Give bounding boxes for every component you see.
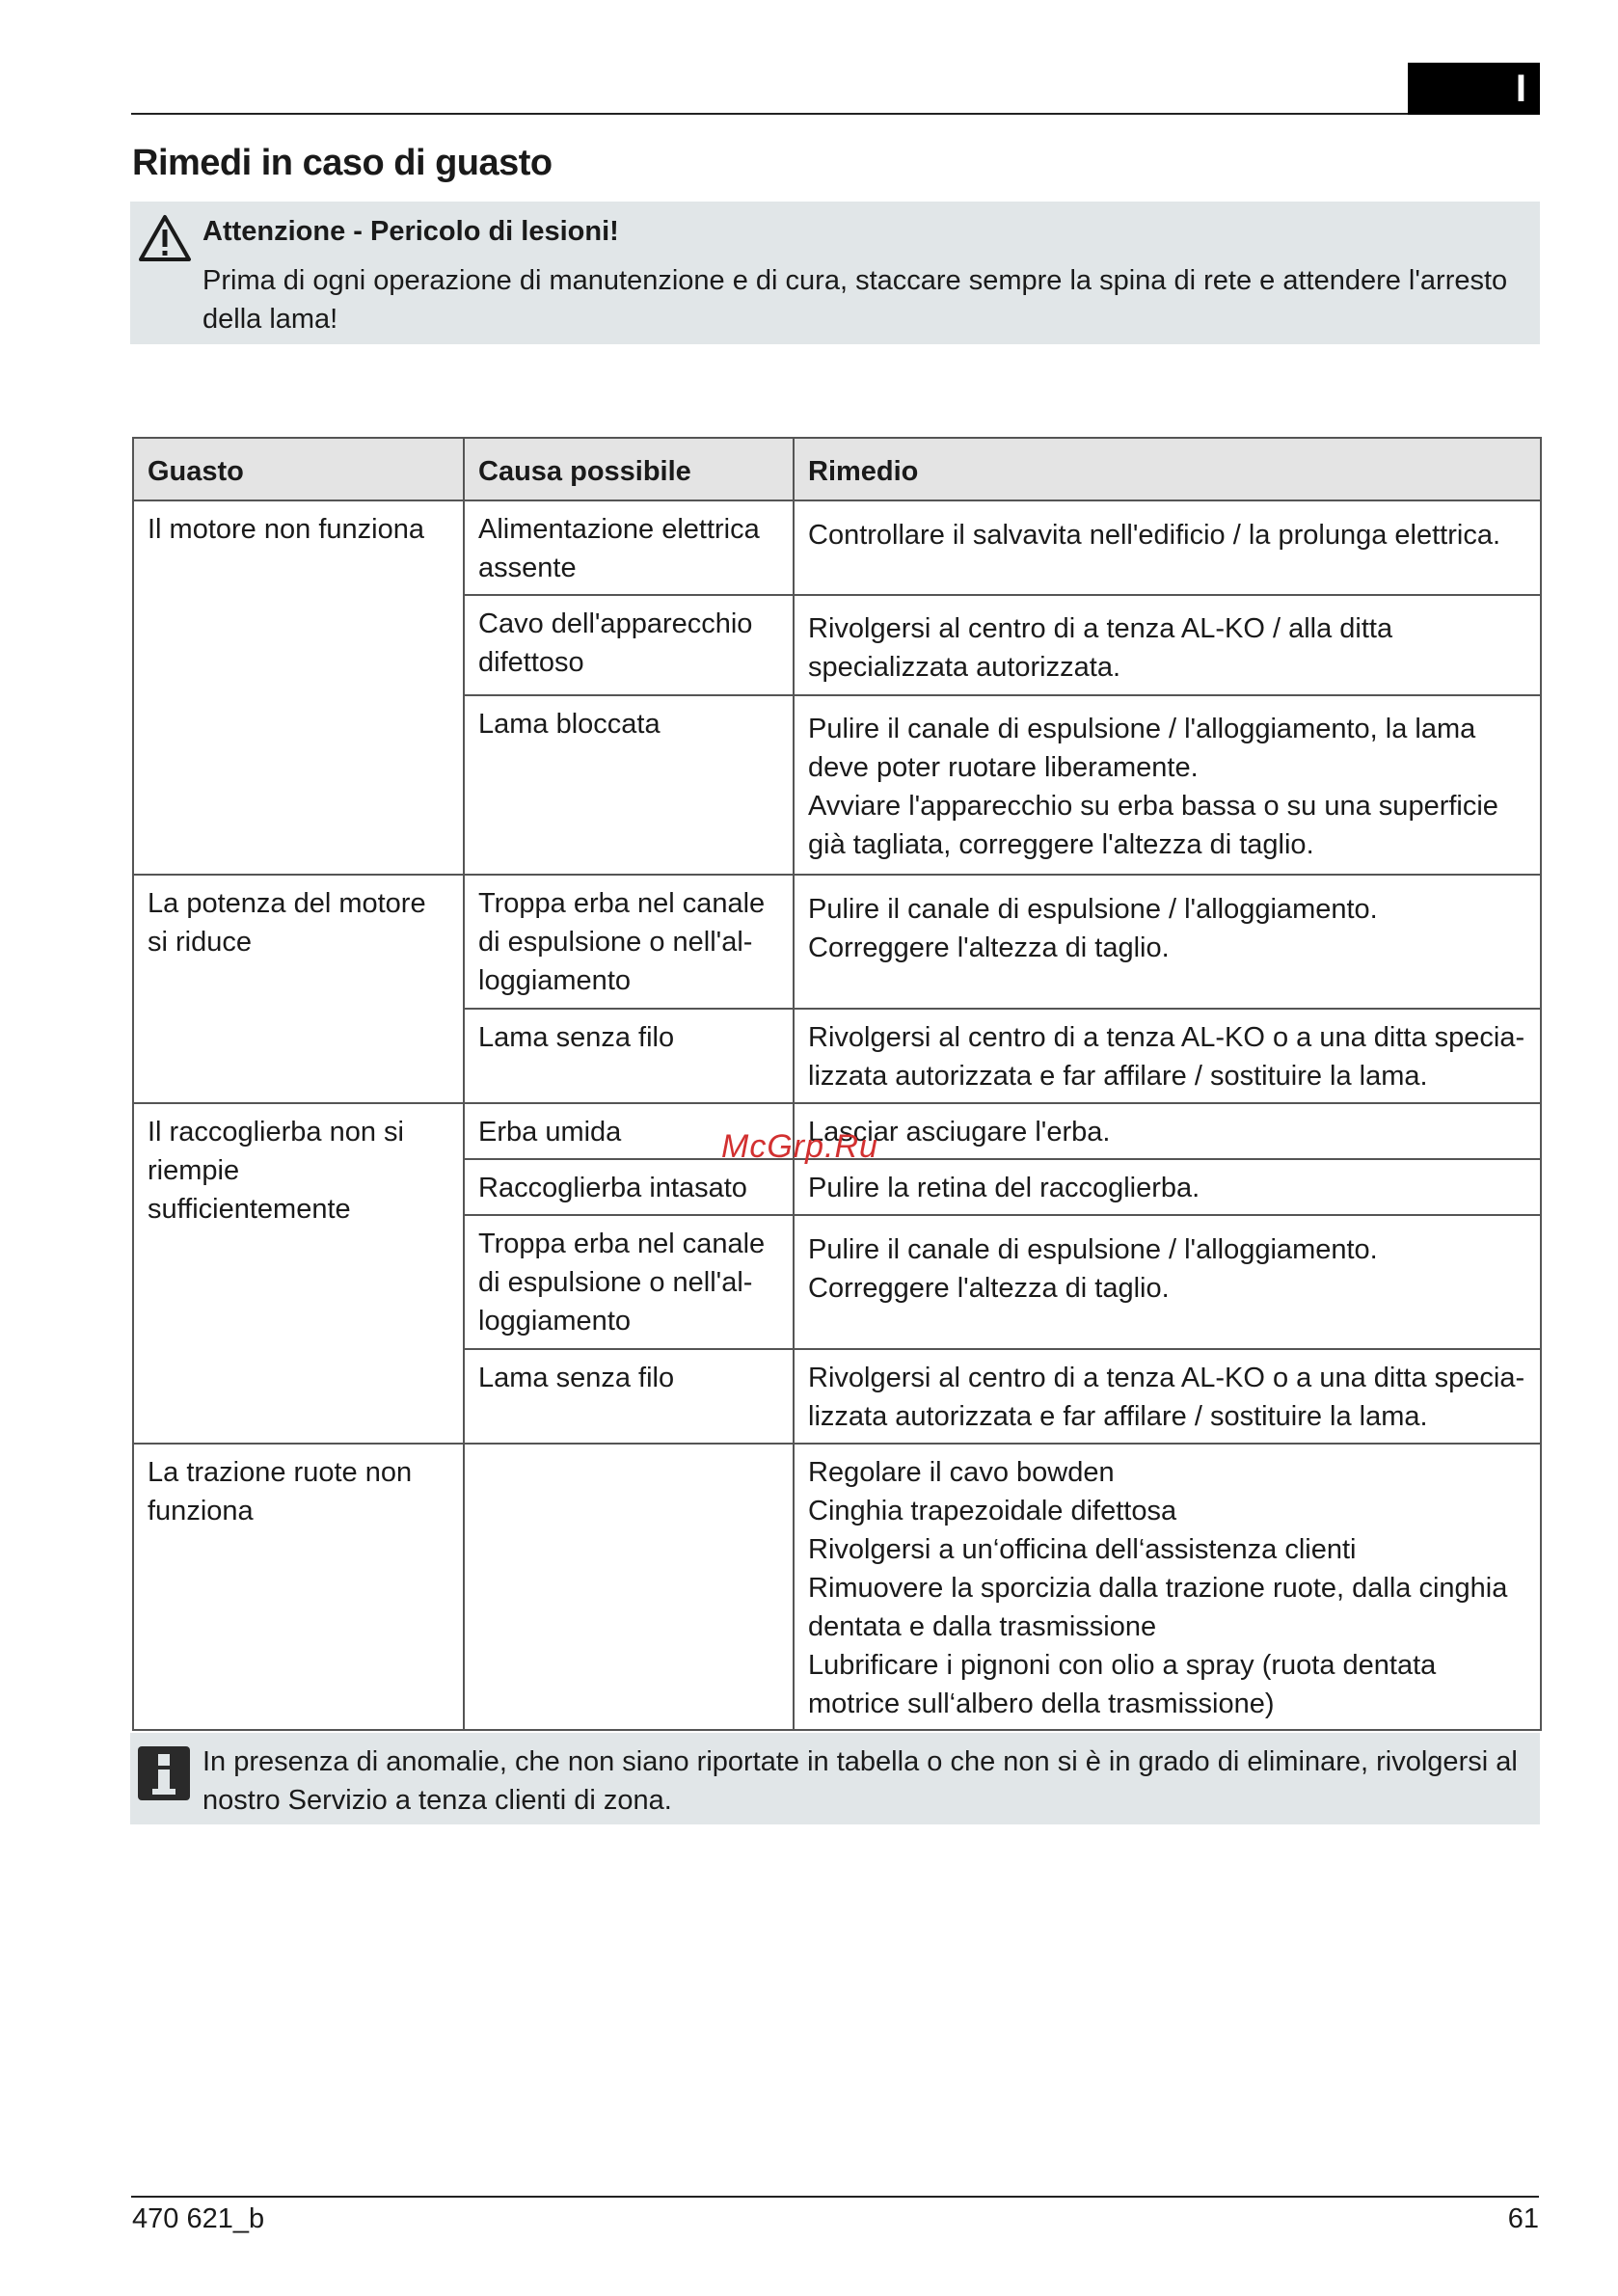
warning-icon <box>138 213 192 263</box>
fault-cell: Il motore non funziona <box>133 500 464 875</box>
remedy-cell: Rivolgersi al centro di a tenza AL-KO o a una ditta specia-lizzata autorizzata e far affilare / sostituire la lama. <box>794 1349 1541 1444</box>
cause-cell: Raccoglierba intasato <box>464 1159 794 1215</box>
cause-cell: Erba umida <box>464 1103 794 1159</box>
info-box <box>130 1733 1540 1824</box>
remedy-cell: Rivolgersi al centro di a tenza AL-KO o a una ditta specia-lizzata autorizzata e far affilare / sostituire la lama. <box>794 1009 1541 1103</box>
column-header-remedy: Rimedio <box>794 438 1541 500</box>
table-header-row <box>133 438 1541 500</box>
table-row <box>133 500 1541 595</box>
cause-cell: Troppa erba nel canale di espulsione o nell'al-loggiamento <box>464 1215 794 1349</box>
table-row <box>133 1444 1541 1730</box>
remedy-cell: Rivolgersi al centro di a tenza AL-KO / alla ditta specializzata autorizzata. <box>794 595 1541 695</box>
column-header-fault: Guasto <box>133 438 464 500</box>
watermark: McGrp.Ru <box>721 1128 878 1165</box>
language-tab: I <box>1408 63 1540 115</box>
fault-cell: La potenza del motore si riduce <box>133 875 464 1103</box>
fault-cell: La trazione ruote non funziona <box>133 1444 464 1730</box>
cause-cell: Cavo dell'apparecchio difettoso <box>464 595 794 695</box>
table-row <box>133 875 1541 1009</box>
cause-cell: Alimentazione elettrica assente <box>464 500 794 595</box>
cause-cell: Lama senza filo <box>464 1009 794 1103</box>
column-header-cause: Causa possibile <box>464 438 794 500</box>
header-rule <box>131 113 1539 115</box>
cause-cell: Troppa erba nel canale di espulsione o nell'al-loggiamento <box>464 875 794 1009</box>
footer-rule <box>131 2196 1539 2198</box>
remedy-cell: Pulire il canale di espulsione / l'alloggiamento. Correggere l'altezza di taglio. <box>794 875 1541 1009</box>
remedy-cell: Pulire il canale di espulsione / l'alloggiamento. Correggere l'altezza di taglio. <box>794 1215 1541 1349</box>
page-number: 61 <box>1507 2203 1539 2234</box>
remedy-cell: Pulire il canale di espulsione / l'alloggiamento, la lama deve poter ruotare liberamente. Avviare l'apparecchio su erba bassa o su una superficie già tagliata, correggere l'altezza di taglio. <box>794 695 1541 875</box>
warning-text: Prima di ogni operazione di manutenzione e di cura, staccare sempre la spina di rete e attendere l'arresto della lama! <box>202 265 1508 335</box>
fault-cell: Il raccoglierba non si riempie sufficientemente <box>133 1103 464 1444</box>
remedy-cell: Pulire la retina del raccoglierba. <box>794 1159 1541 1215</box>
remedy-cell: Regolare il cavo bowden Cinghia trapezoidale difettosa Rivolgersi a un‘officina dell‘assistenza clienti Rimuovere la sporcizia dalla trazione ruote, dalla cinghia dentata e dalla trasmissione Lubrificare i pignoni con olio a spray (ruota dentata motrice sull‘albero della trasmissione) <box>794 1444 1541 1730</box>
info-text: In presenza di anomalie, che non siano riportate in tabella o che non si è in grado di eliminare, rivolgersi al nostro Servizio a tenza clienti di zona. <box>202 1746 1518 1816</box>
remedy-cell: Lasciar asciugare l'erba. <box>794 1103 1541 1159</box>
page-title: Rimedi in caso di guasto <box>132 143 553 183</box>
warning-title: Attenzione - Pericolo di lesioni! <box>202 216 619 247</box>
cause-cell <box>464 1444 794 1730</box>
cause-cell: Lama bloccata <box>464 695 794 875</box>
document-code: 470 621_b <box>132 2203 265 2234</box>
cause-cell: Lama senza filo <box>464 1349 794 1444</box>
troubleshooting-table <box>132 437 1542 1731</box>
warning-box <box>130 202 1540 344</box>
info-icon <box>138 1746 190 1800</box>
remedy-cell: Controllare il salvavita nell'edificio / la prolunga elettrica. <box>794 500 1541 595</box>
